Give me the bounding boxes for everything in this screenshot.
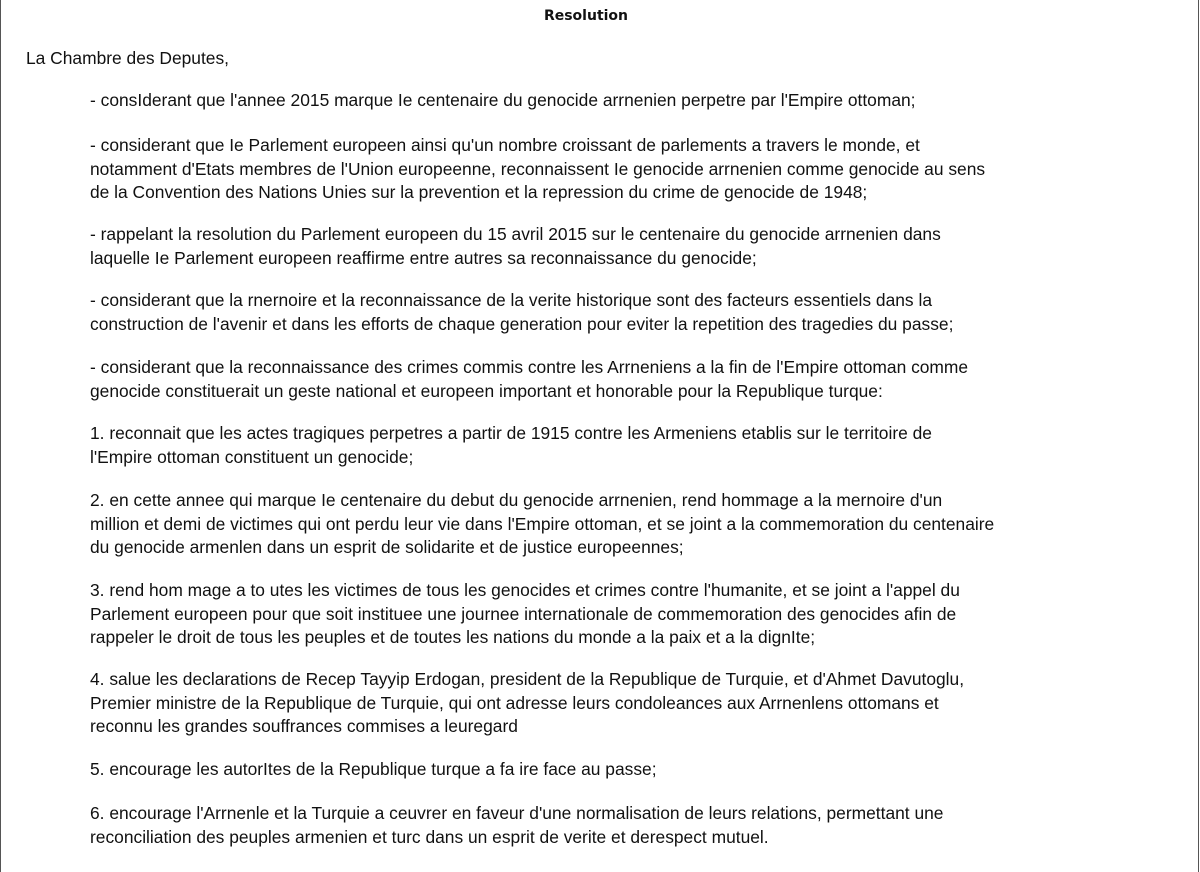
- text-line: 5. encourage les autorItes de la Republique turque a fa ire face au passe;: [90, 759, 657, 779]
- paragraph-considerant-reconnaissance: [90, 356, 1150, 403]
- text-line: reconciliation des peuples armenien et turc dans un esprit de verite et derespect mutuel.: [90, 826, 769, 847]
- document-title: Resolution: [543, 8, 629, 24]
- text-line: Parlement europeen pour que soit instituee une journee internationale de commemoration des genocides afin de: [90, 603, 957, 624]
- paragraph-point-4: [90, 668, 1150, 739]
- paragraph-point-5: [90, 758, 1150, 782]
- text-line: - considerant que la rnernoire et la reconnaissance de la verite historique sont des facteurs essentiels dans la: [90, 290, 932, 310]
- text-line: l'Empire ottoman constituent un genocide;: [90, 446, 414, 467]
- paragraph-considerant-parlement: [90, 134, 1150, 205]
- text-line: 6. encourage l'Arrnenle et la Turquie a ceuvrer en faveur d'une normalisation de leurs relations, permettant une: [90, 803, 944, 823]
- paragraph-considerant-memoire: [90, 289, 1150, 336]
- text-line: 3. rend hom mage a to utes les victimes de tous les genocides et crimes contre l'humanite, et se joint a l'appel du: [90, 580, 960, 600]
- text-line: reconnu les grandes souffrances commises a leuregard: [90, 716, 518, 736]
- text-line: - consIderant que l'annee 2015 marque Ie centenaire du genocide arrnenien perpetre par l'Empire ottoman;: [90, 90, 916, 110]
- paragraph-point-2: [90, 489, 1150, 560]
- text-line: 4. salue les declarations de Recep Tayyip Erdogan, president de la Republique de Turquie, et d'Ahmet Davutoglu,: [90, 669, 965, 689]
- paragraph-point-1: [90, 422, 1150, 469]
- text-line: rappeler le droit de tous les peuples et de toutes les nations du monde a la paix et a la dignIte;: [90, 627, 816, 647]
- text-line: du genocide armenlen dans un esprit de solidarite et de justice europeennes;: [90, 537, 684, 557]
- text-line: construction de l'avenir et dans les efforts de chaque generation pour eviter la repetition des tragedies du passe;: [90, 313, 954, 334]
- paragraph-point-6: [90, 802, 1150, 849]
- text-line: million et demi de victimes qui ont perdu leur vie dans l'Empire ottoman, et se joint a la commemoration du centenaire: [90, 513, 995, 534]
- intro-line: La Chambre des Deputes,: [26, 48, 230, 68]
- text-line: - considerant que Ie Parlement europeen ainsi qu'un nombre croissant de parlements a travers le monde, et: [90, 135, 920, 155]
- text-line: 1. reconnait que les actes tragiques perpetres a partir de 1915 contre les Armeniens etablis sur le territoire de: [90, 423, 932, 443]
- paragraph-point-3: [90, 579, 1150, 650]
- text-line: laquelle Ie Parlement europeen reaffirme entre autres sa reconnaissance du genocide;: [90, 247, 757, 268]
- text-line: 2. en cette annee qui marque Ie centenaire du debut du genocide arrnenien, rend hommage a la mernoire d'un: [90, 490, 943, 510]
- text-line: Premier ministre de la Republique de Turquie, qui ont adresse leurs condoleances aux Arrnenlens ottomans et: [90, 692, 939, 713]
- paragraph-considerant-2015: [90, 89, 1150, 113]
- text-line: genocide constituerait un geste national et europeen important et honorable pour la Republique turque:: [90, 380, 883, 401]
- text-line: - rappelant la resolution du Parlement europeen du 15 avril 2015 sur le centenaire du genocide arrnenien dans: [90, 224, 941, 244]
- text-line: notamment d'Etats membres de l'Union europeenne, reconnaissent Ie genocide arrnenien comme genocide au sens: [90, 158, 986, 179]
- paragraph-rappelant: [90, 223, 1150, 270]
- text-line: - considerant que la reconnaissance des crimes commis contre les Arrneniens a la fin de l'Empire ottoman comme: [90, 357, 969, 377]
- text-line: de la Convention des Nations Unies sur la prevention et la repression du crime de genocide de 1948;: [90, 182, 868, 202]
